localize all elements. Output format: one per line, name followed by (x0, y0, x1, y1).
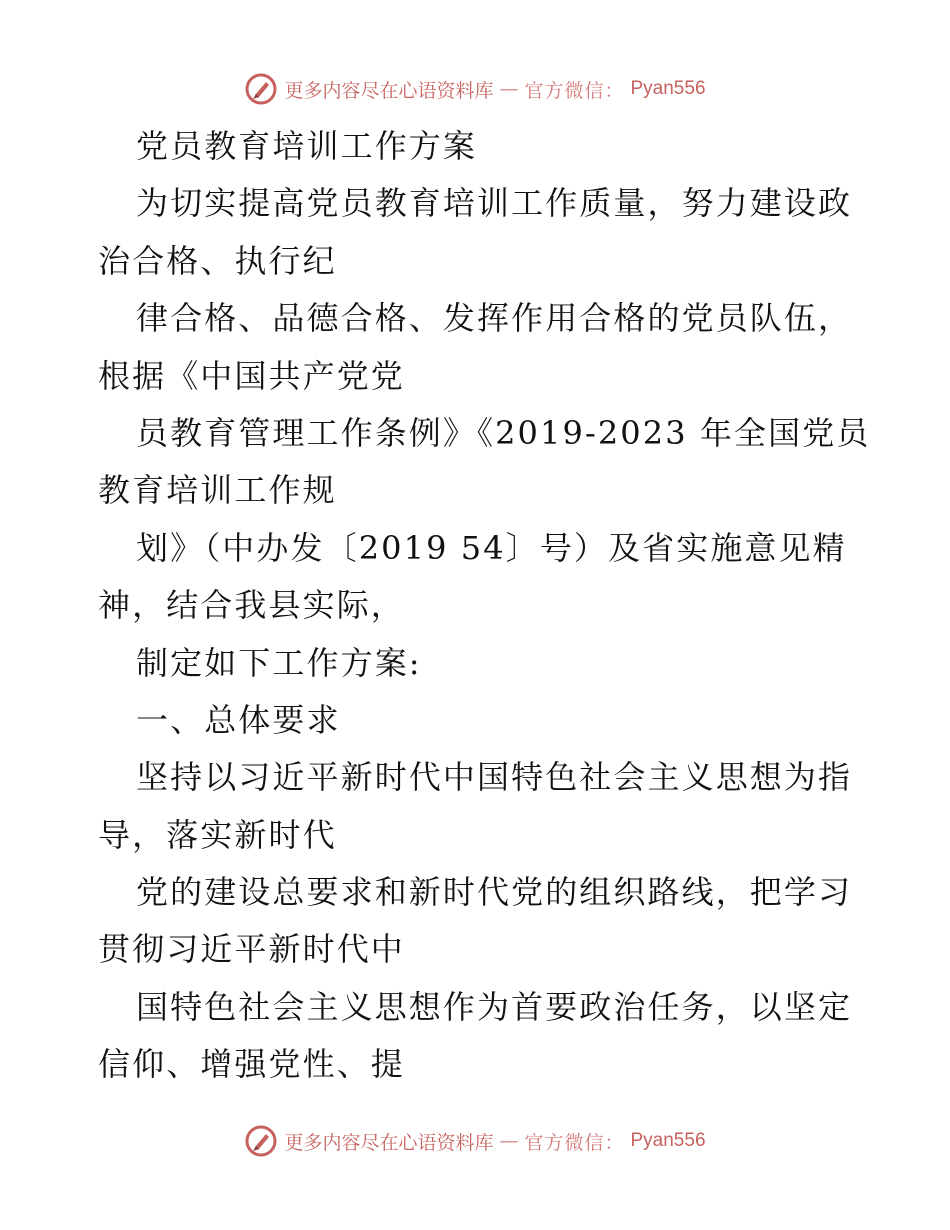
document-line: 划》（中办发〔2019 54〕号）及省实施意见精 (136, 528, 847, 567)
document-line: 律合格、品德合格、发挥作用合格的党员队伍， (136, 299, 853, 338)
pen-circle-icon (244, 1124, 278, 1158)
watermark-banner-top (0, 72, 950, 106)
document-line: 党的建设总要求和新时代党的组织路线，把学习 (136, 873, 853, 912)
watermark-wechat-label: 官方微信： (524, 1131, 625, 1154)
document-line: 神，结合我县实际， (98, 586, 405, 625)
watermark-banner-bottom (0, 1124, 950, 1158)
pen-circle-icon (244, 72, 278, 106)
document-line: 制定如下工作方案: (136, 643, 422, 682)
document-line: 国特色社会主义思想作为首要政治任务，以坚定 (136, 987, 853, 1026)
watermark-dash: — (499, 78, 519, 100)
watermark-site-text: 更多内容尽在心语资料库 (284, 79, 494, 102)
document-line: 坚持以习近平新时代中国特色社会主义思想为指 (136, 758, 853, 797)
watermark-site-text: 更多内容尽在心语资料库 (284, 1131, 494, 1154)
watermark-wechat-label: 官方微信： (524, 79, 625, 102)
watermark-wechat-id: Pyan556 (630, 1130, 706, 1151)
document-line: 贯彻习近平新时代中 (98, 930, 405, 969)
document-line: 为切实提高党员教育培训工作质量，努力建设政 (136, 184, 853, 223)
document-line: 党员教育培训工作方案 (136, 127, 478, 165)
document-line: 一、总体要求 (136, 700, 341, 739)
document-line: 导，落实新时代 (98, 815, 337, 854)
watermark-wechat-id: Pyan556 (630, 78, 706, 99)
document-body (98, 118, 871, 1094)
document-line: 教育培训工作规 (98, 471, 337, 510)
watermark-dash: — (499, 1130, 519, 1152)
document-line: 信仰、增强党性、提 (98, 1045, 405, 1084)
document-line: 员教育管理工作条例》《2019-2023 年全国党员 (136, 413, 871, 452)
document-line: 治合格、执行纪 (98, 241, 337, 280)
document-line: 根据《中国共产党党 (98, 356, 405, 395)
